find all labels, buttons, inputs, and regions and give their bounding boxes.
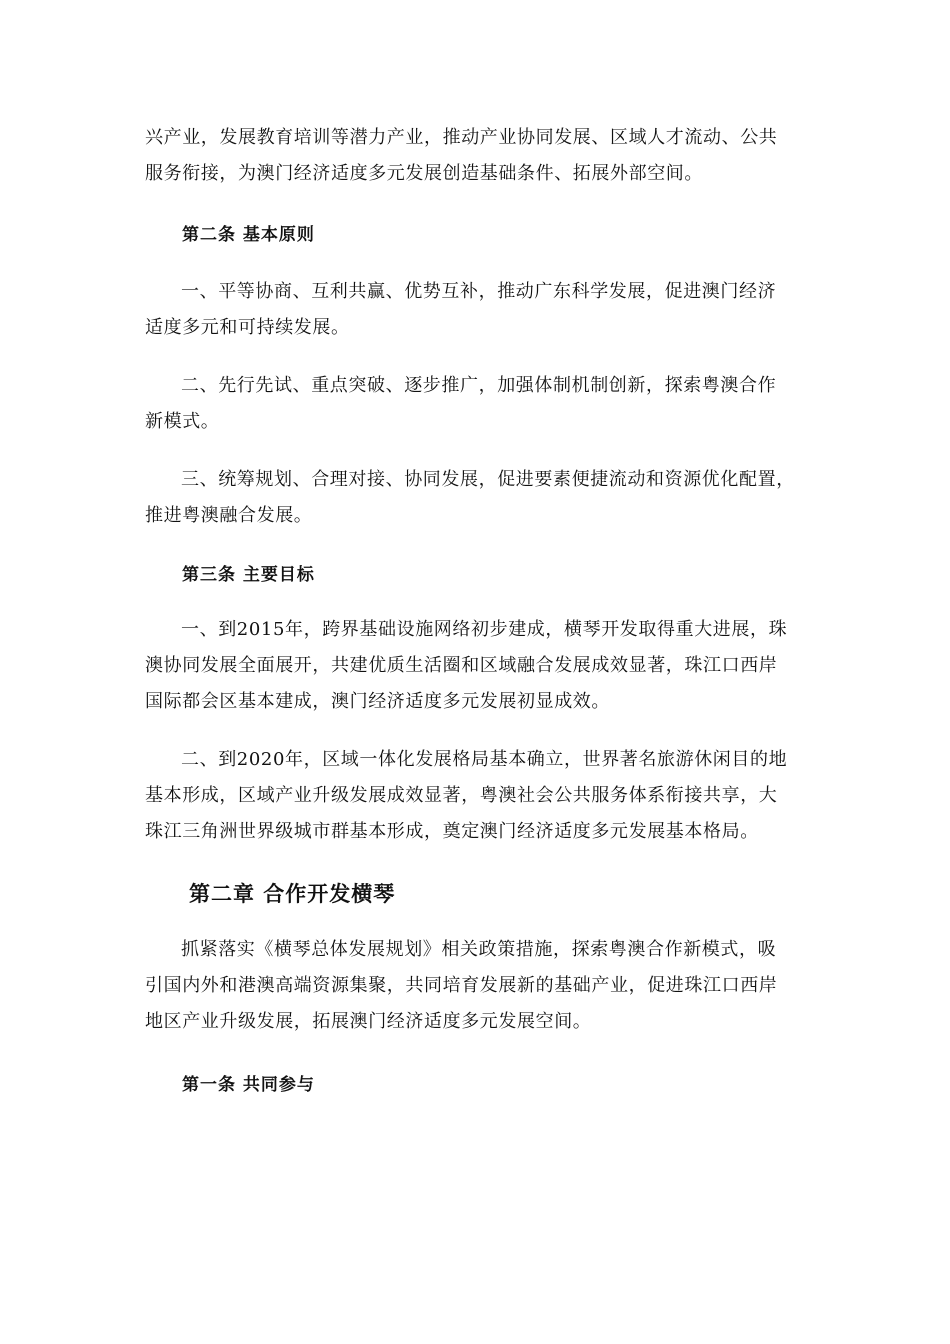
paragraph-line: 一、到2015年，跨界基础设施网络初步建成，横琴开发取得重大进展，珠: [181, 619, 788, 640]
intro-paragraph: [145, 120, 805, 192]
paragraph-line: 三、统筹规划、合理对接、协同发展，促进要素便捷流动和资源优化配置，: [181, 469, 795, 490]
goal-2-paragraph: [145, 742, 805, 850]
paragraph-line: 二、到2020年，区域一体化发展格局基本确立，世界著名旅游休闲目的地: [181, 749, 788, 770]
paragraph-line: 珠江三角洲世界级城市群基本形成，奠定澳门经济适度多元发展基本格局。: [145, 821, 759, 842]
paragraph-line: 国际都会区基本建成，澳门经济适度多元发展初显成效。: [145, 691, 610, 712]
article-3-heading: 第三条 主要目标: [182, 565, 315, 585]
article-2-heading: 第二条 基本原则: [182, 225, 315, 245]
paragraph-line: 推进粤澳融合发展。: [145, 505, 313, 526]
paragraph-line: 新模式。: [145, 411, 220, 432]
paragraph-line: 二、先行先试、重点突破、逐步推广，加强体制机制创新，探索粤澳合作: [181, 375, 777, 396]
principle-3-paragraph: [145, 462, 805, 534]
chapter-intro-paragraph: [145, 932, 805, 1040]
paragraph-line: 基本形成，区域产业升级发展成效显著，粤澳社会公共服务体系衔接共享，大: [145, 785, 778, 806]
goal-1-paragraph: [145, 612, 805, 720]
paragraph-line: 一、平等协商、互利共赢、优势互补，推动广东科学发展，促进澳门经济: [181, 281, 777, 302]
principle-1-paragraph: [145, 274, 805, 346]
paragraph-line: 适度多元和可持续发展。: [145, 317, 350, 338]
chapter-2-heading: 第二章 合作开发横琴: [189, 882, 396, 906]
paragraph-line: 地区产业升级发展，拓展澳门经济适度多元发展空间。: [145, 1011, 592, 1032]
paragraph-line: 澳协同发展全面展开，共建优质生活圈和区域融合发展成效显著，珠江口西岸: [145, 655, 778, 676]
paragraph-line: 服务衔接，为澳门经济适度多元发展创造基础条件、拓展外部空间。: [145, 163, 703, 184]
paragraph-line: 抓紧落实《横琴总体发展规划》相关政策措施，探索粤澳合作新模式，吸: [181, 939, 777, 960]
paragraph-line: 兴产业，发展教育培训等潜力产业，推动产业协同发展、区域人才流动、公共: [145, 127, 778, 148]
principle-2-paragraph: [145, 368, 805, 440]
paragraph-line: 引国内外和港澳高端资源集聚，共同培育发展新的基础产业，促进珠江口西岸: [145, 975, 778, 996]
article-1-heading: 第一条 共同参与: [182, 1075, 315, 1095]
